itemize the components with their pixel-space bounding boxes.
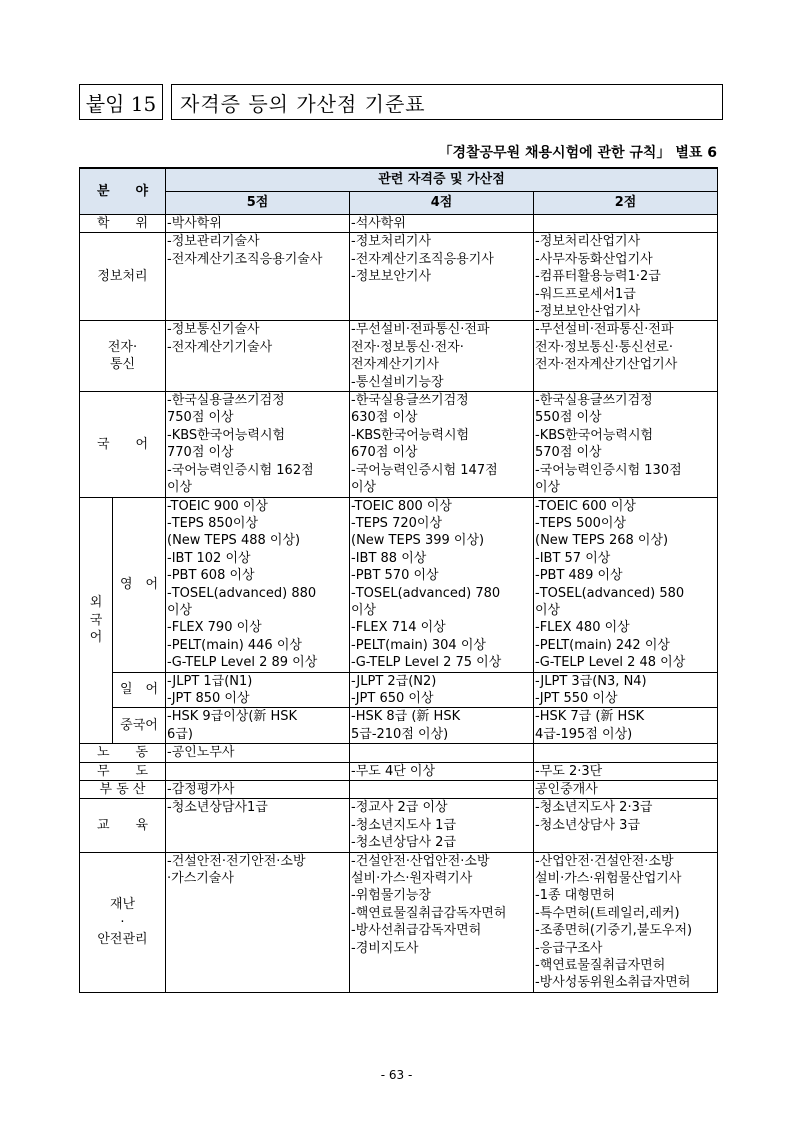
table-row [80, 708, 718, 744]
points-2-cell: -산업안전·건설안전·소방 설비·가스·위험물산업기사 -1종 대형면허 -특수면허(트레일러,레커) -조종면허(기중기,불도우저) -응급구조사 -핵연료물질취급자면허 -방사성동위원소취급자면허 [534, 852, 718, 992]
points-5-cell: -정보관리기술사 -전자계산기조직응용기술사 [166, 233, 350, 321]
header-4-points: 4점 [350, 192, 534, 215]
source-reference: 「경찰공무원 채용시험에 관한 규칙」 별표 6 [438, 145, 717, 161]
page-title: 자격증 등의 가산점 기준표 [171, 84, 723, 120]
points-2-cell: -TOEIC 600 이상 -TEPS 500이상 (New TEPS 268 이상) -IBT 57 이상 -PBT 489 이상 -TOSEL(advanced) 580 이상 -FLEX 480 이상 -PELT(main) 242 이상 -G-TELP Level 2 48 이상 [534, 497, 718, 672]
field-cell: 국 어 [80, 392, 166, 497]
field-cell: 일 어 [113, 672, 166, 708]
field-cell: 부 동 산 [80, 781, 166, 799]
points-2-cell: -정보처리산업기사 -사무자동화산업기사 -컴퓨터활용능력1·2급 -워드프로세서1급 -정보보안산업기사 [534, 233, 718, 321]
header-group: 관련 자격증 및 가산점 [166, 168, 718, 192]
table-row [80, 215, 718, 233]
table-row [80, 321, 718, 392]
table-row [80, 233, 718, 321]
foreign-language-group: 외 국 어 [80, 497, 113, 744]
points-5-cell [166, 762, 350, 780]
bonus-points-table [79, 167, 718, 993]
field-cell: 전자· 통신 [80, 321, 166, 392]
title-box [79, 84, 723, 120]
attachment-label: 붙임 15 [79, 84, 163, 120]
table-row [80, 672, 718, 708]
page-number: - 63 - [380, 1068, 413, 1082]
points-4-cell: -석사학위 [350, 215, 534, 233]
field-cell: 학 위 [80, 215, 166, 233]
points-4-cell: -정보처리기사 -전자계산기조직응용기사 -정보보안기사 [350, 233, 534, 321]
points-5-cell: -한국실용글쓰기검정 750점 이상 -KBS한국어능력시험 770점 이상 -국어능력인증시험 162점 이상 [166, 392, 350, 497]
points-4-cell: -무선설비·전파통신·전파 전자·정보통신·전자· 전자계산기기사 -통신설비기능장 [350, 321, 534, 392]
points-2-cell: -JLPT 3급(N3, N4) -JPT 550 이상 [534, 672, 718, 708]
points-4-cell [350, 781, 534, 799]
points-5-cell: -박사학위 [166, 215, 350, 233]
points-4-cell: -정교사 2급 이상 -청소년지도사 1급 -청소년상담사 2급 [350, 799, 534, 852]
field-cell: 재난 · 안전관리 [80, 852, 166, 992]
points-5-cell: -JLPT 1급(N1) -JPT 850 이상 [166, 672, 350, 708]
points-4-cell [350, 744, 534, 762]
field-cell: 영 어 [113, 497, 166, 672]
points-5-cell: -공인노무사 [166, 744, 350, 762]
table-row [80, 852, 718, 992]
points-4-cell: -TOEIC 800 이상 -TEPS 720이상 (New TEPS 399 이상) -IBT 88 이상 -PBT 570 이상 -TOSEL(advanced) 780 이상 -FLEX 714 이상 -PELT(main) 304 이상 -G-TELP Level 2 75 이상 [350, 497, 534, 672]
points-2-cell: -한국실용글쓰기검정 550점 이상 -KBS한국어능력시험 570점 이상 -국어능력인증시험 130점 이상 [534, 392, 718, 497]
field-cell: 정보처리 [80, 233, 166, 321]
header-field: 분 야 [80, 168, 166, 215]
field-cell: 무 도 [80, 762, 166, 780]
header-2-points: 2점 [534, 192, 718, 215]
field-cell: 노 동 [80, 744, 166, 762]
points-5-cell: -감정평가사 [166, 781, 350, 799]
table-row [80, 799, 718, 852]
points-4-cell: -한국실용글쓰기검정 630점 이상 -KBS한국어능력시험 670점 이상 -국어능력인증시험 147점 이상 [350, 392, 534, 497]
points-5-cell: -건설안전·전기안전·소방 ·가스기술사 [166, 852, 350, 992]
header-5-points: 5점 [166, 192, 350, 215]
points-2-cell: -무도 2·3단 [534, 762, 718, 780]
points-2-cell [534, 744, 718, 762]
points-5-cell: -청소년상담사1급 [166, 799, 350, 852]
table-row [80, 392, 718, 497]
points-2-cell: -HSK 7급 (新 HSK 4급-195점 이상) [534, 708, 718, 744]
points-2-cell [534, 215, 718, 233]
points-2-cell: -무선설비·전파통신·전파 전자·정보통신·통신선로· 전자·전자계산기산업기사 [534, 321, 718, 392]
field-cell: 중국어 [113, 708, 166, 744]
points-5-cell: -정보통신기술사 -전자계산기기술사 [166, 321, 350, 392]
table-row [80, 762, 718, 780]
points-5-cell: -HSK 9급이상(新 HSK 6급) [166, 708, 350, 744]
field-cell: 교 육 [80, 799, 166, 852]
table-row [80, 497, 718, 672]
points-2-cell: 공인중개사 [534, 781, 718, 799]
points-4-cell: -무도 4단 이상 [350, 762, 534, 780]
points-4-cell: -건설안전·산업안전·소방 설비·가스·원자력기사 -위험물기능장 -핵연료물질취급감독자면허 -방사선취급감독자면허 -경비지도사 [350, 852, 534, 992]
points-4-cell: -JLPT 2급(N2) -JPT 650 이상 [350, 672, 534, 708]
table-row [80, 744, 718, 762]
points-2-cell: -청소년지도사 2·3급 -청소년상담사 3급 [534, 799, 718, 852]
points-5-cell: -TOEIC 900 이상 -TEPS 850이상 (New TEPS 488 이상) -IBT 102 이상 -PBT 608 이상 -TOSEL(advanced) 880 이상 -FLEX 790 이상 -PELT(main) 446 이상 -G-TELP Level 2 89 이상 [166, 497, 350, 672]
table-row [80, 781, 718, 799]
points-4-cell: -HSK 8급 (新 HSK 5급-210점 이상) [350, 708, 534, 744]
